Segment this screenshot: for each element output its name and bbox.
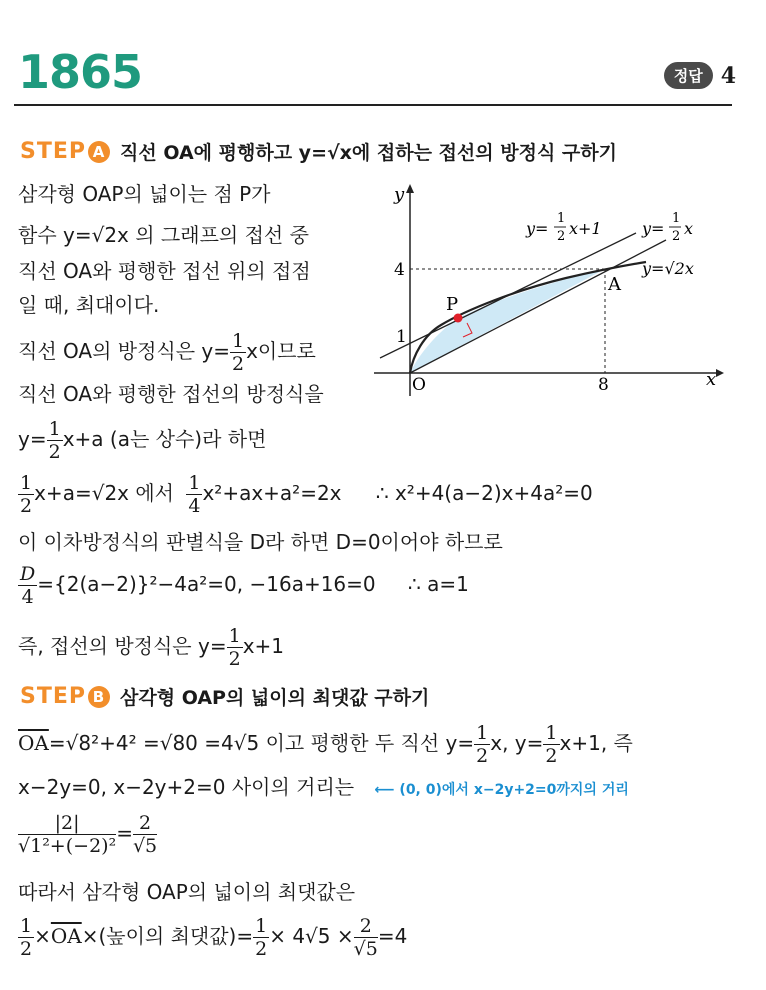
- step-a-heading: [20, 138, 617, 165]
- max-area-calc-line: $\frac{1}{2}$ $\times\overline{OA}\times$(높이의 최댓값)= $\frac{1}{2}$ × 4√5 × $\frac{2}{√5}$ =4: [20, 915, 408, 960]
- point-a-label: A: [608, 274, 621, 295]
- text-line: 삼각형 OAP의 넓이는 점 P가: [18, 182, 271, 206]
- tick-x8: 8: [598, 375, 609, 395]
- point-p-label: P: [446, 294, 459, 315]
- problem-number: 1865: [18, 45, 143, 99]
- answer-badge: 정답: [664, 62, 713, 89]
- x-axis-arrow: [716, 369, 724, 377]
- tangent-label-pre: y=: [526, 219, 549, 238]
- curve-label: y=√2x: [642, 259, 694, 278]
- max-area-intro-line: 따라서 삼각형 OAP의 넓이의 최댓값은: [18, 880, 356, 904]
- text-line: 일 때, 최대이다.: [18, 293, 160, 317]
- text-line: 직선 OA와 평행한 접선의 방정식을: [18, 382, 324, 406]
- step-a-label: STEP A: [20, 139, 110, 164]
- oa-label-num: 1: [672, 211, 681, 226]
- oa-equation-line: 직선 OA의 방정식은 y= $\frac{1}{2}$ x이므로: [18, 330, 316, 375]
- tangent-label-den: 2: [557, 229, 566, 244]
- step-b-label: STEP B: [20, 684, 110, 709]
- y-axis-arrow: [406, 184, 414, 193]
- tick-y1: 1: [396, 327, 407, 347]
- step-b-badge: B: [88, 686, 110, 708]
- distance-calc-line: $\frac{|2|}{\text{√1²+(−2)²}}$ = $\frac{2}{√5}$: [18, 812, 158, 857]
- distance-intro-line: x−2y=0, x−2y+2=0 사이의 거리는 ⟵ (0, 0)에서 x−2y+2=0까지의 거리: [18, 775, 629, 799]
- step-b-heading: [20, 683, 429, 710]
- step-a-badge: A: [88, 141, 110, 163]
- tangent-label-num: 1: [557, 211, 566, 226]
- tangent-condition-line: $\frac{1}{2}$ x+a=√2x 에서 $\frac{1}{4}$ x²+ax+a²=2x ∴ x²+4(a−2)x+4a²=0: [20, 472, 593, 517]
- header-divider: [14, 104, 732, 106]
- answer-area: [664, 62, 736, 89]
- origin-label: O: [412, 375, 426, 395]
- oa-label-pre: y=: [642, 219, 665, 238]
- oa-length-line: $\overline{OA}=√8^2+4^2 =√80 =4√5$ 이고 평행한 두 직선 y= $\frac{1}{2}$ x, y= $\frac{1}{2}$ x+1, 즉: [18, 722, 633, 767]
- text-line: 직선 OA와 평행한 접선 위의 접점: [18, 259, 311, 283]
- tangent-result-line: 즉, 접선의 방정식은 y= $\frac{1}{2}$ x+1: [18, 625, 285, 670]
- graph: [366, 180, 732, 400]
- discriminant-line: 이 이차방정식의 판별식을 D라 하면 D=0이어야 하므로: [18, 530, 503, 554]
- answer-value: 4: [720, 62, 736, 89]
- axis-x-label: x: [706, 369, 717, 390]
- step-a-title: 직선 OA에 평행하고 y=√x에 접하는 접선의 방정식 구하기: [120, 142, 617, 164]
- step-b-title: 삼각형 OAP의 넓이의 최댓값 구하기: [120, 687, 430, 709]
- tangent-form-line: y= $\frac{1}{2}$ x+a (a는 상수)라 하면: [18, 418, 267, 463]
- axis-y-label: y: [394, 184, 405, 205]
- tangent-label-post: x+1: [569, 219, 602, 238]
- text-line: 함수 y=√2x 의 그래프의 접선 중: [18, 223, 309, 247]
- oa-label-post: x: [684, 219, 694, 238]
- discriminant-calc-line: $\frac{D}{4}$ ={2(a−2)}²−4a²=0, −16a+16=0 ∴ a=1: [20, 563, 469, 608]
- distance-note: ⟵ (0, 0)에서 x−2y+2=0까지의 거리: [374, 782, 629, 798]
- oa-label-den: 2: [672, 229, 681, 244]
- tick-y4: 4: [394, 260, 405, 280]
